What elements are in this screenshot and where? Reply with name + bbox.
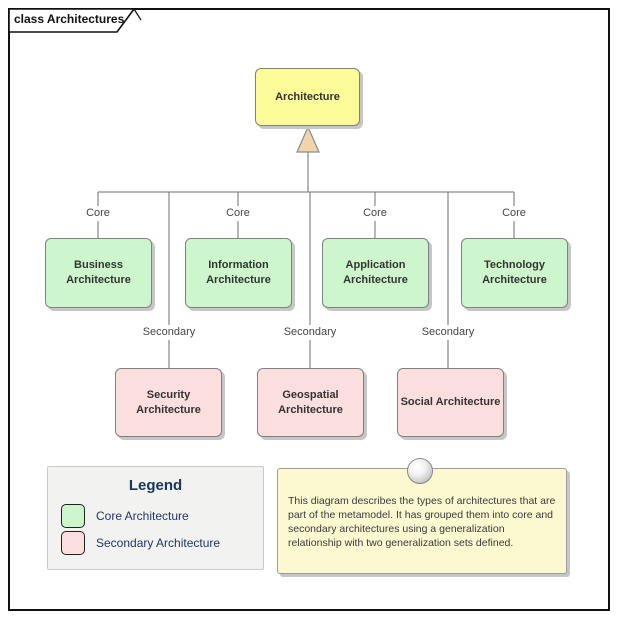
class-architecture[interactable]	[255, 68, 360, 126]
genset-label-secondary: Secondary	[140, 325, 199, 340]
generalization-triangle-icon	[297, 127, 319, 152]
genset-label-core: Core	[223, 206, 253, 221]
frame-tab-label: class Architectures	[14, 12, 125, 26]
frame-tab-tick	[134, 9, 141, 20]
legend[interactable]	[47, 466, 264, 570]
class-label: Business Architecture	[66, 259, 131, 286]
legend-item-core: Core Architecture	[96, 509, 189, 523]
class-label: Application Architecture	[343, 259, 408, 286]
class-architecture-label: Architecture	[275, 90, 340, 103]
class-business-architecture[interactable]	[45, 238, 152, 308]
genset-label-core: Core	[360, 206, 390, 221]
class-label: Social Architecture	[400, 396, 501, 408]
genset-label-secondary: Secondary	[419, 325, 478, 340]
class-technology-architecture[interactable]	[461, 238, 568, 308]
class-label: Information Architecture	[206, 259, 271, 286]
class-application-architecture[interactable]	[322, 238, 429, 308]
genset-label-secondary: Secondary	[281, 325, 340, 340]
genset-label-core: Core	[499, 206, 529, 221]
diagram-note[interactable]	[277, 468, 567, 574]
genset-label-core: Core	[83, 206, 113, 221]
class-label: Geospatial Architecture	[278, 388, 343, 416]
class-information-architecture[interactable]	[185, 238, 292, 308]
legend-item-secondary: Secondary Architecture	[96, 536, 221, 550]
class-social-architecture[interactable]	[397, 368, 504, 437]
legend-swatch-core	[61, 504, 85, 528]
class-label: Technology Architecture	[482, 259, 547, 286]
note-sphere-icon	[407, 458, 433, 484]
class-security-architecture[interactable]	[115, 368, 222, 437]
legend-title: Legend	[128, 477, 183, 494]
legend-swatch-secondary	[61, 531, 85, 555]
note-text: This diagram describes the types of architectures that are part of the metamodel. It has grouped them into core and secondary architectures using a generalization relationship with two generalization sets defined.	[288, 495, 556, 549]
class-geospatial-architecture[interactable]	[257, 368, 364, 437]
class-label: Security Architecture	[136, 388, 201, 416]
